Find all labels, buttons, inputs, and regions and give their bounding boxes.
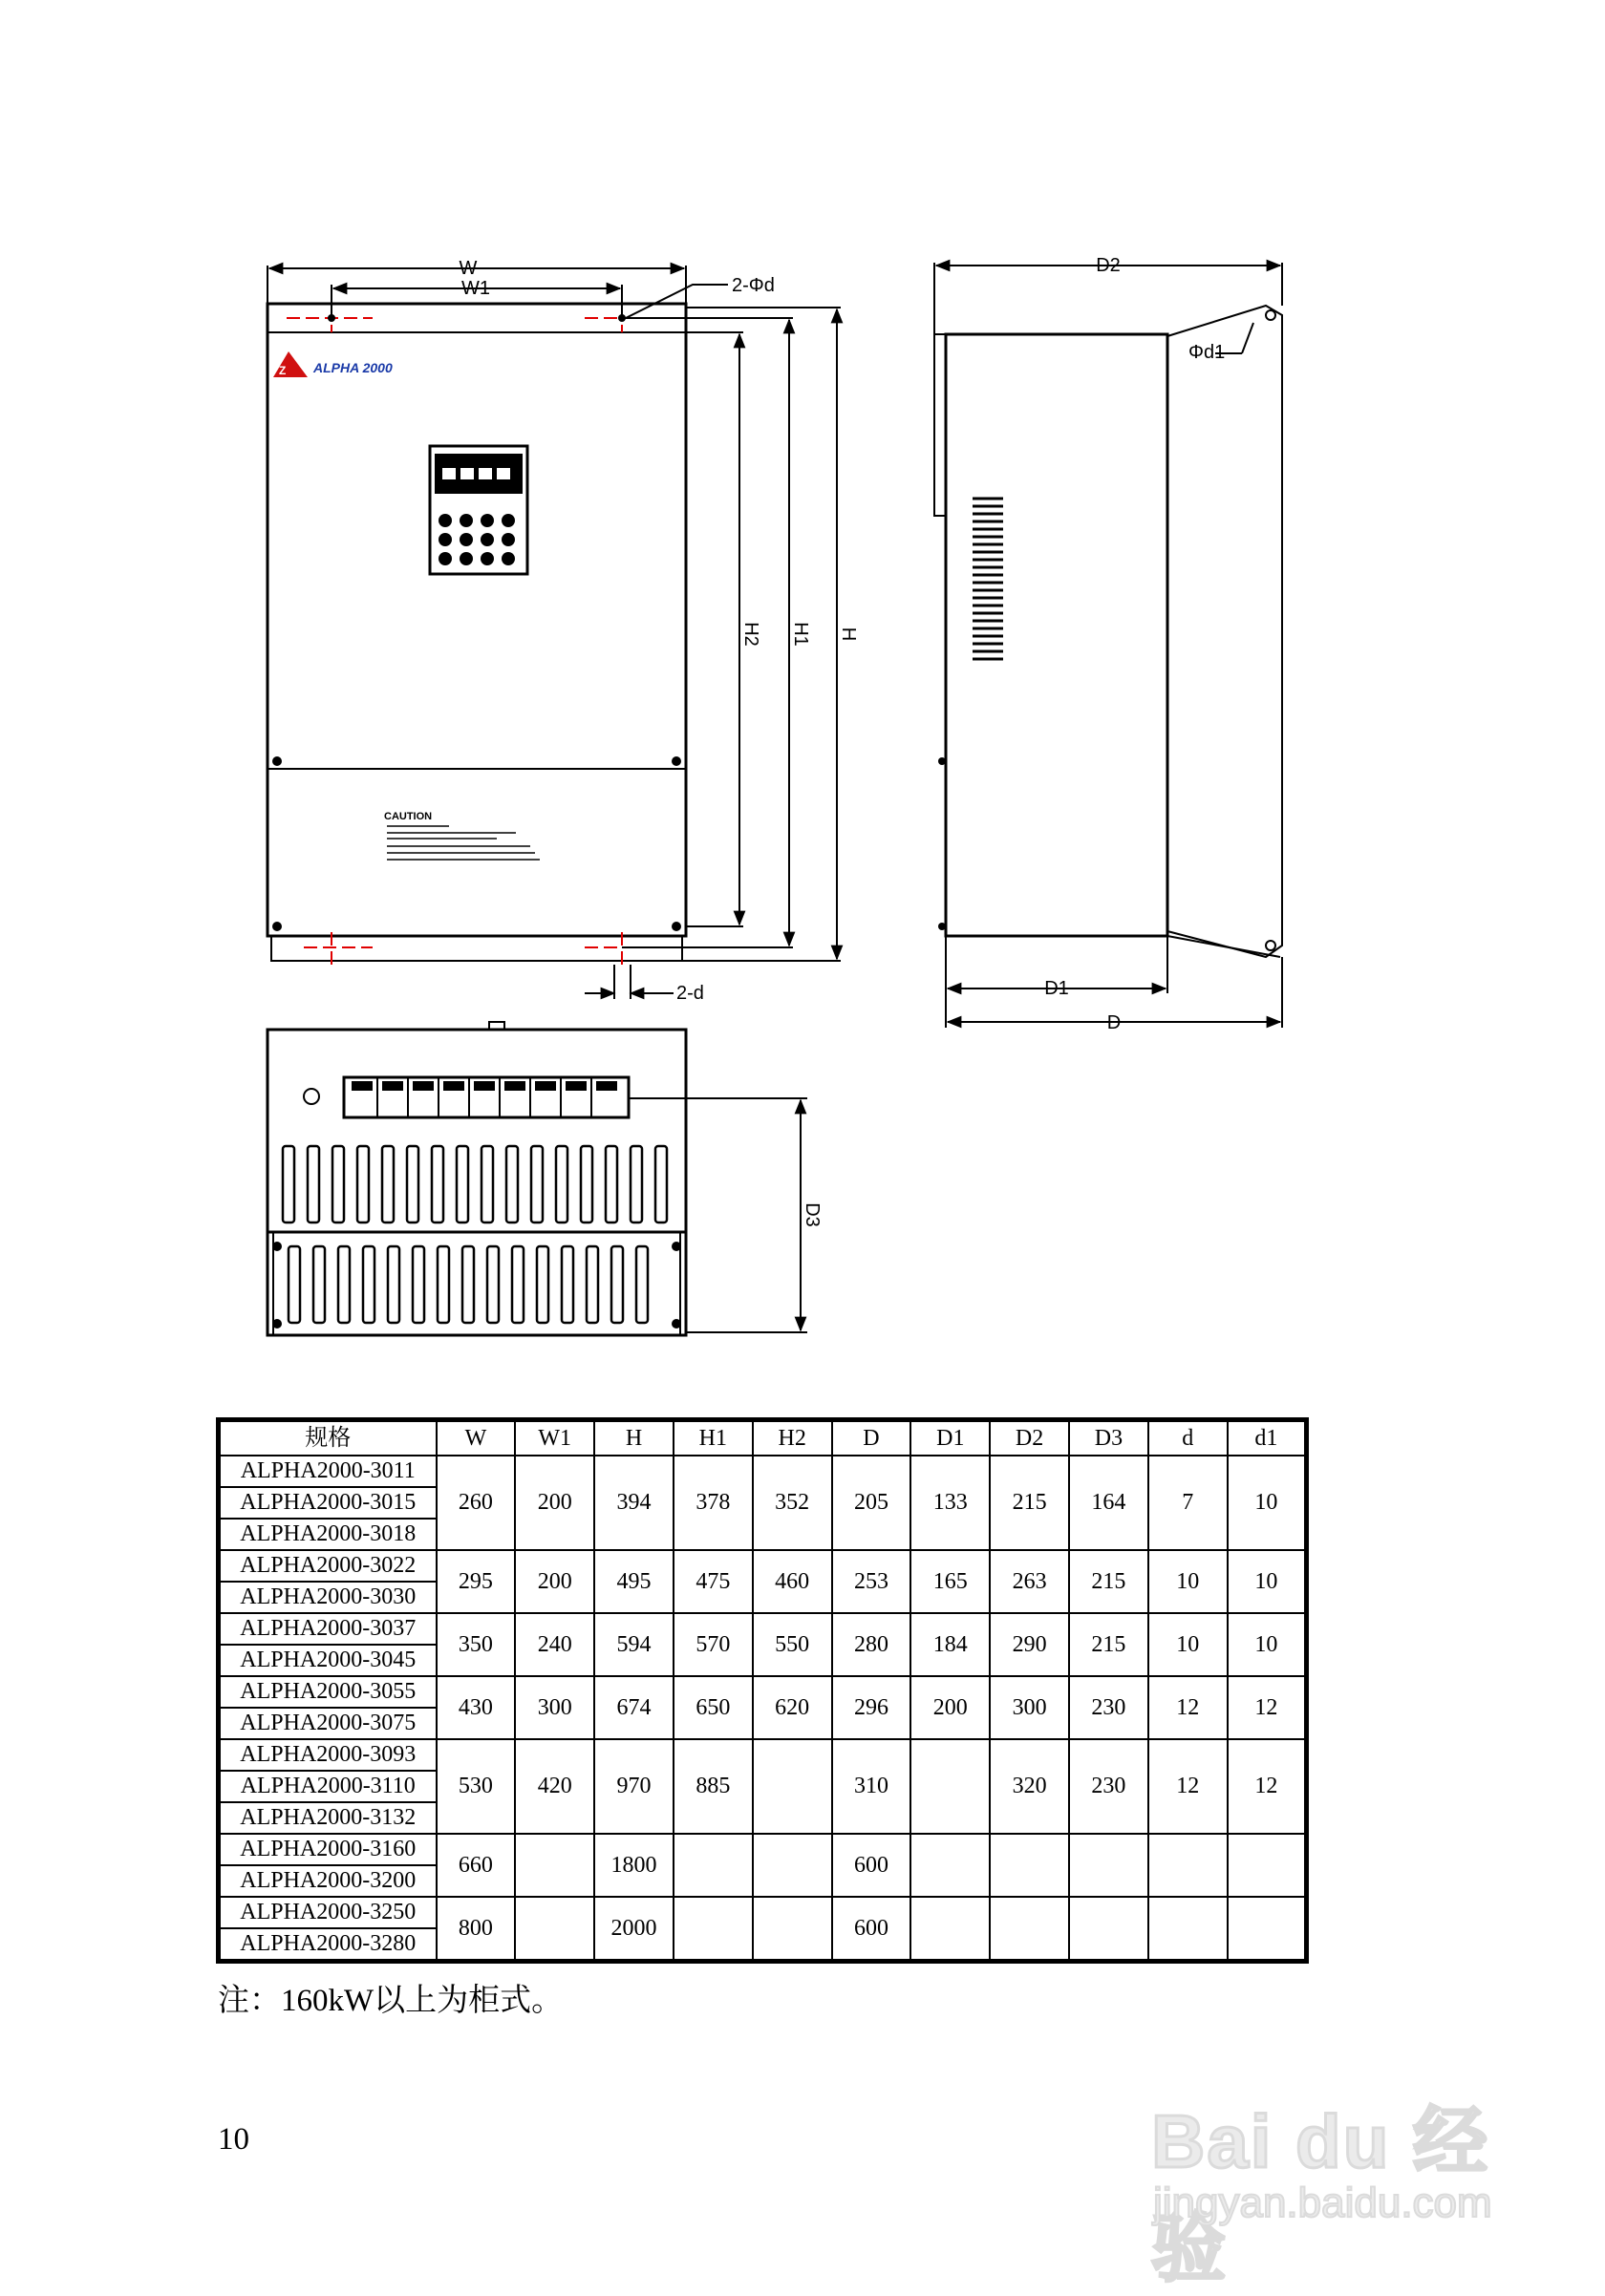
column-header: D2 [990, 1420, 1069, 1456]
dimension-table [216, 1417, 1309, 1964]
label-d3: D3 [802, 1202, 823, 1227]
value-cell: 430 [437, 1676, 516, 1739]
value-cell: 620 [753, 1676, 832, 1739]
bottom-view [268, 1022, 807, 1335]
value-cell: 10 [1228, 1456, 1307, 1550]
label-d: D [1106, 1012, 1122, 1033]
label-d1-hole: Φd1 [1188, 342, 1226, 363]
column-header: d [1148, 1420, 1228, 1456]
value-cell [990, 1834, 1069, 1897]
label-d2: D2 [1096, 255, 1121, 276]
label-holes-top: 2-Φd [732, 275, 775, 296]
model-cell: ALPHA2000-3280 [219, 1928, 437, 1962]
table-row [219, 1897, 1307, 1928]
value-cell: 12 [1148, 1676, 1228, 1739]
alpha-logo [273, 351, 393, 377]
value-cell: 215 [1069, 1550, 1148, 1613]
value-cell: 352 [753, 1456, 832, 1550]
watermark-url: jingyan.baidu.com [1153, 2179, 1492, 2226]
value-cell: 650 [674, 1676, 753, 1739]
value-cell: 2000 [594, 1897, 674, 1962]
value-cell [910, 1834, 990, 1897]
value-cell: 800 [437, 1897, 516, 1962]
value-cell: 10 [1228, 1613, 1307, 1676]
column-header: d1 [1228, 1420, 1307, 1456]
label-w: W [459, 258, 478, 279]
value-cell: 230 [1069, 1676, 1148, 1739]
value-cell: 12 [1228, 1676, 1307, 1739]
model-cell: ALPHA2000-3132 [219, 1802, 437, 1834]
column-header: D1 [910, 1420, 990, 1456]
value-cell: 240 [515, 1613, 594, 1676]
vent-slots [973, 499, 1003, 659]
value-cell: 263 [990, 1550, 1069, 1613]
value-cell: 295 [437, 1550, 516, 1613]
model-cell: ALPHA2000-3200 [219, 1865, 437, 1897]
column-header: D [832, 1420, 911, 1456]
label-holes-bottom: 2-d [676, 983, 704, 1004]
value-cell [910, 1739, 990, 1834]
value-cell: 200 [910, 1676, 990, 1739]
table-row [219, 1739, 1307, 1771]
footnote: 注：160kW以上为柜式。 [218, 1984, 564, 2018]
label-h: H [838, 627, 859, 642]
value-cell [753, 1739, 832, 1834]
value-cell: 660 [437, 1834, 516, 1897]
value-cell [515, 1834, 594, 1897]
value-cell [910, 1897, 990, 1962]
table-row [219, 1456, 1307, 1487]
value-cell [753, 1834, 832, 1897]
model-cell: ALPHA2000-3110 [219, 1771, 437, 1802]
value-cell: 290 [990, 1613, 1069, 1676]
value-cell: 970 [594, 1739, 674, 1834]
value-cell: 300 [515, 1676, 594, 1739]
value-cell: 530 [437, 1739, 516, 1834]
page-number: 10 [218, 2122, 249, 2157]
column-header: H1 [674, 1420, 753, 1456]
value-cell: 165 [910, 1550, 990, 1613]
caution-title: CAUTION [384, 811, 433, 822]
value-cell: 205 [832, 1456, 911, 1550]
value-cell: 215 [990, 1456, 1069, 1550]
logo-text: ALPHA 2000 [313, 360, 393, 375]
value-cell: 10 [1228, 1550, 1307, 1613]
watermark-brand: Bai du 经验 [1151, 2099, 1490, 2290]
baidu-watermark [1142, 2053, 1533, 2290]
value-cell: 200 [515, 1456, 594, 1550]
model-cell: ALPHA2000-3022 [219, 1550, 437, 1582]
table-header [219, 1420, 1307, 1456]
value-cell [674, 1897, 753, 1962]
label-h2: H2 [740, 622, 761, 647]
model-cell: ALPHA2000-3055 [219, 1676, 437, 1708]
label-h1: H1 [790, 622, 811, 647]
model-cell: ALPHA2000-3018 [219, 1519, 437, 1550]
value-cell: 594 [594, 1613, 674, 1676]
value-cell: 885 [674, 1739, 753, 1834]
value-cell [1228, 1897, 1307, 1962]
value-cell: 310 [832, 1739, 911, 1834]
model-cell: ALPHA2000-3011 [219, 1456, 437, 1487]
model-cell: ALPHA2000-3037 [219, 1613, 437, 1645]
value-cell: 420 [515, 1739, 594, 1834]
table-row [219, 1834, 1307, 1865]
value-cell: 600 [832, 1834, 911, 1897]
value-cell [674, 1834, 753, 1897]
label-w1: W1 [461, 278, 490, 299]
value-cell: 230 [1069, 1739, 1148, 1834]
value-cell: 350 [437, 1613, 516, 1676]
value-cell: 215 [1069, 1613, 1148, 1676]
value-cell: 320 [990, 1739, 1069, 1834]
table-row [219, 1613, 1307, 1645]
side-view [934, 263, 1282, 1028]
value-cell: 495 [594, 1550, 674, 1613]
caution-label [387, 826, 540, 860]
value-cell: 260 [437, 1456, 516, 1550]
label-d1: D1 [1044, 978, 1069, 999]
value-cell: 570 [674, 1613, 753, 1676]
header-row [219, 1420, 1307, 1456]
svg-text:Z: Z [279, 364, 287, 377]
value-cell: 600 [832, 1897, 911, 1962]
column-header: W [437, 1420, 516, 1456]
value-cell: 1800 [594, 1834, 674, 1897]
value-cell [1069, 1834, 1148, 1897]
value-cell: 296 [832, 1676, 911, 1739]
model-cell: ALPHA2000-3045 [219, 1645, 437, 1676]
value-cell [1228, 1834, 1307, 1897]
model-cell: ALPHA2000-3030 [219, 1582, 437, 1613]
value-cell: 12 [1228, 1739, 1307, 1834]
value-cell: 674 [594, 1676, 674, 1739]
model-cell: ALPHA2000-3250 [219, 1897, 437, 1928]
model-cell: ALPHA2000-3075 [219, 1708, 437, 1739]
value-cell: 378 [674, 1456, 753, 1550]
model-cell: ALPHA2000-3093 [219, 1739, 437, 1771]
table-row [219, 1676, 1307, 1708]
column-header: D3 [1069, 1420, 1148, 1456]
column-header: W1 [515, 1420, 594, 1456]
value-cell: 280 [832, 1613, 911, 1676]
column-header: H2 [753, 1420, 832, 1456]
value-cell [753, 1897, 832, 1962]
value-cell: 10 [1148, 1550, 1228, 1613]
table-row [219, 1550, 1307, 1582]
value-cell: 133 [910, 1456, 990, 1550]
value-cell: 475 [674, 1550, 753, 1613]
value-cell: 10 [1148, 1613, 1228, 1676]
value-cell [1148, 1834, 1228, 1897]
value-cell [1069, 1897, 1148, 1962]
value-cell: 12 [1148, 1739, 1228, 1834]
column-header: 规格 [219, 1420, 437, 1456]
value-cell: 460 [753, 1550, 832, 1613]
value-cell [515, 1897, 594, 1962]
model-cell: ALPHA2000-3015 [219, 1487, 437, 1519]
value-cell [990, 1897, 1069, 1962]
value-cell: 7 [1148, 1456, 1228, 1550]
value-cell: 184 [910, 1613, 990, 1676]
value-cell: 200 [515, 1550, 594, 1613]
value-cell [1148, 1897, 1228, 1962]
model-cell: ALPHA2000-3160 [219, 1834, 437, 1865]
value-cell: 300 [990, 1676, 1069, 1739]
value-cell: 164 [1069, 1456, 1148, 1550]
value-cell: 550 [753, 1613, 832, 1676]
table-body [219, 1456, 1307, 1962]
value-cell: 253 [832, 1550, 911, 1613]
keypad-panel [430, 446, 527, 574]
value-cell: 394 [594, 1456, 674, 1550]
column-header: H [594, 1420, 674, 1456]
